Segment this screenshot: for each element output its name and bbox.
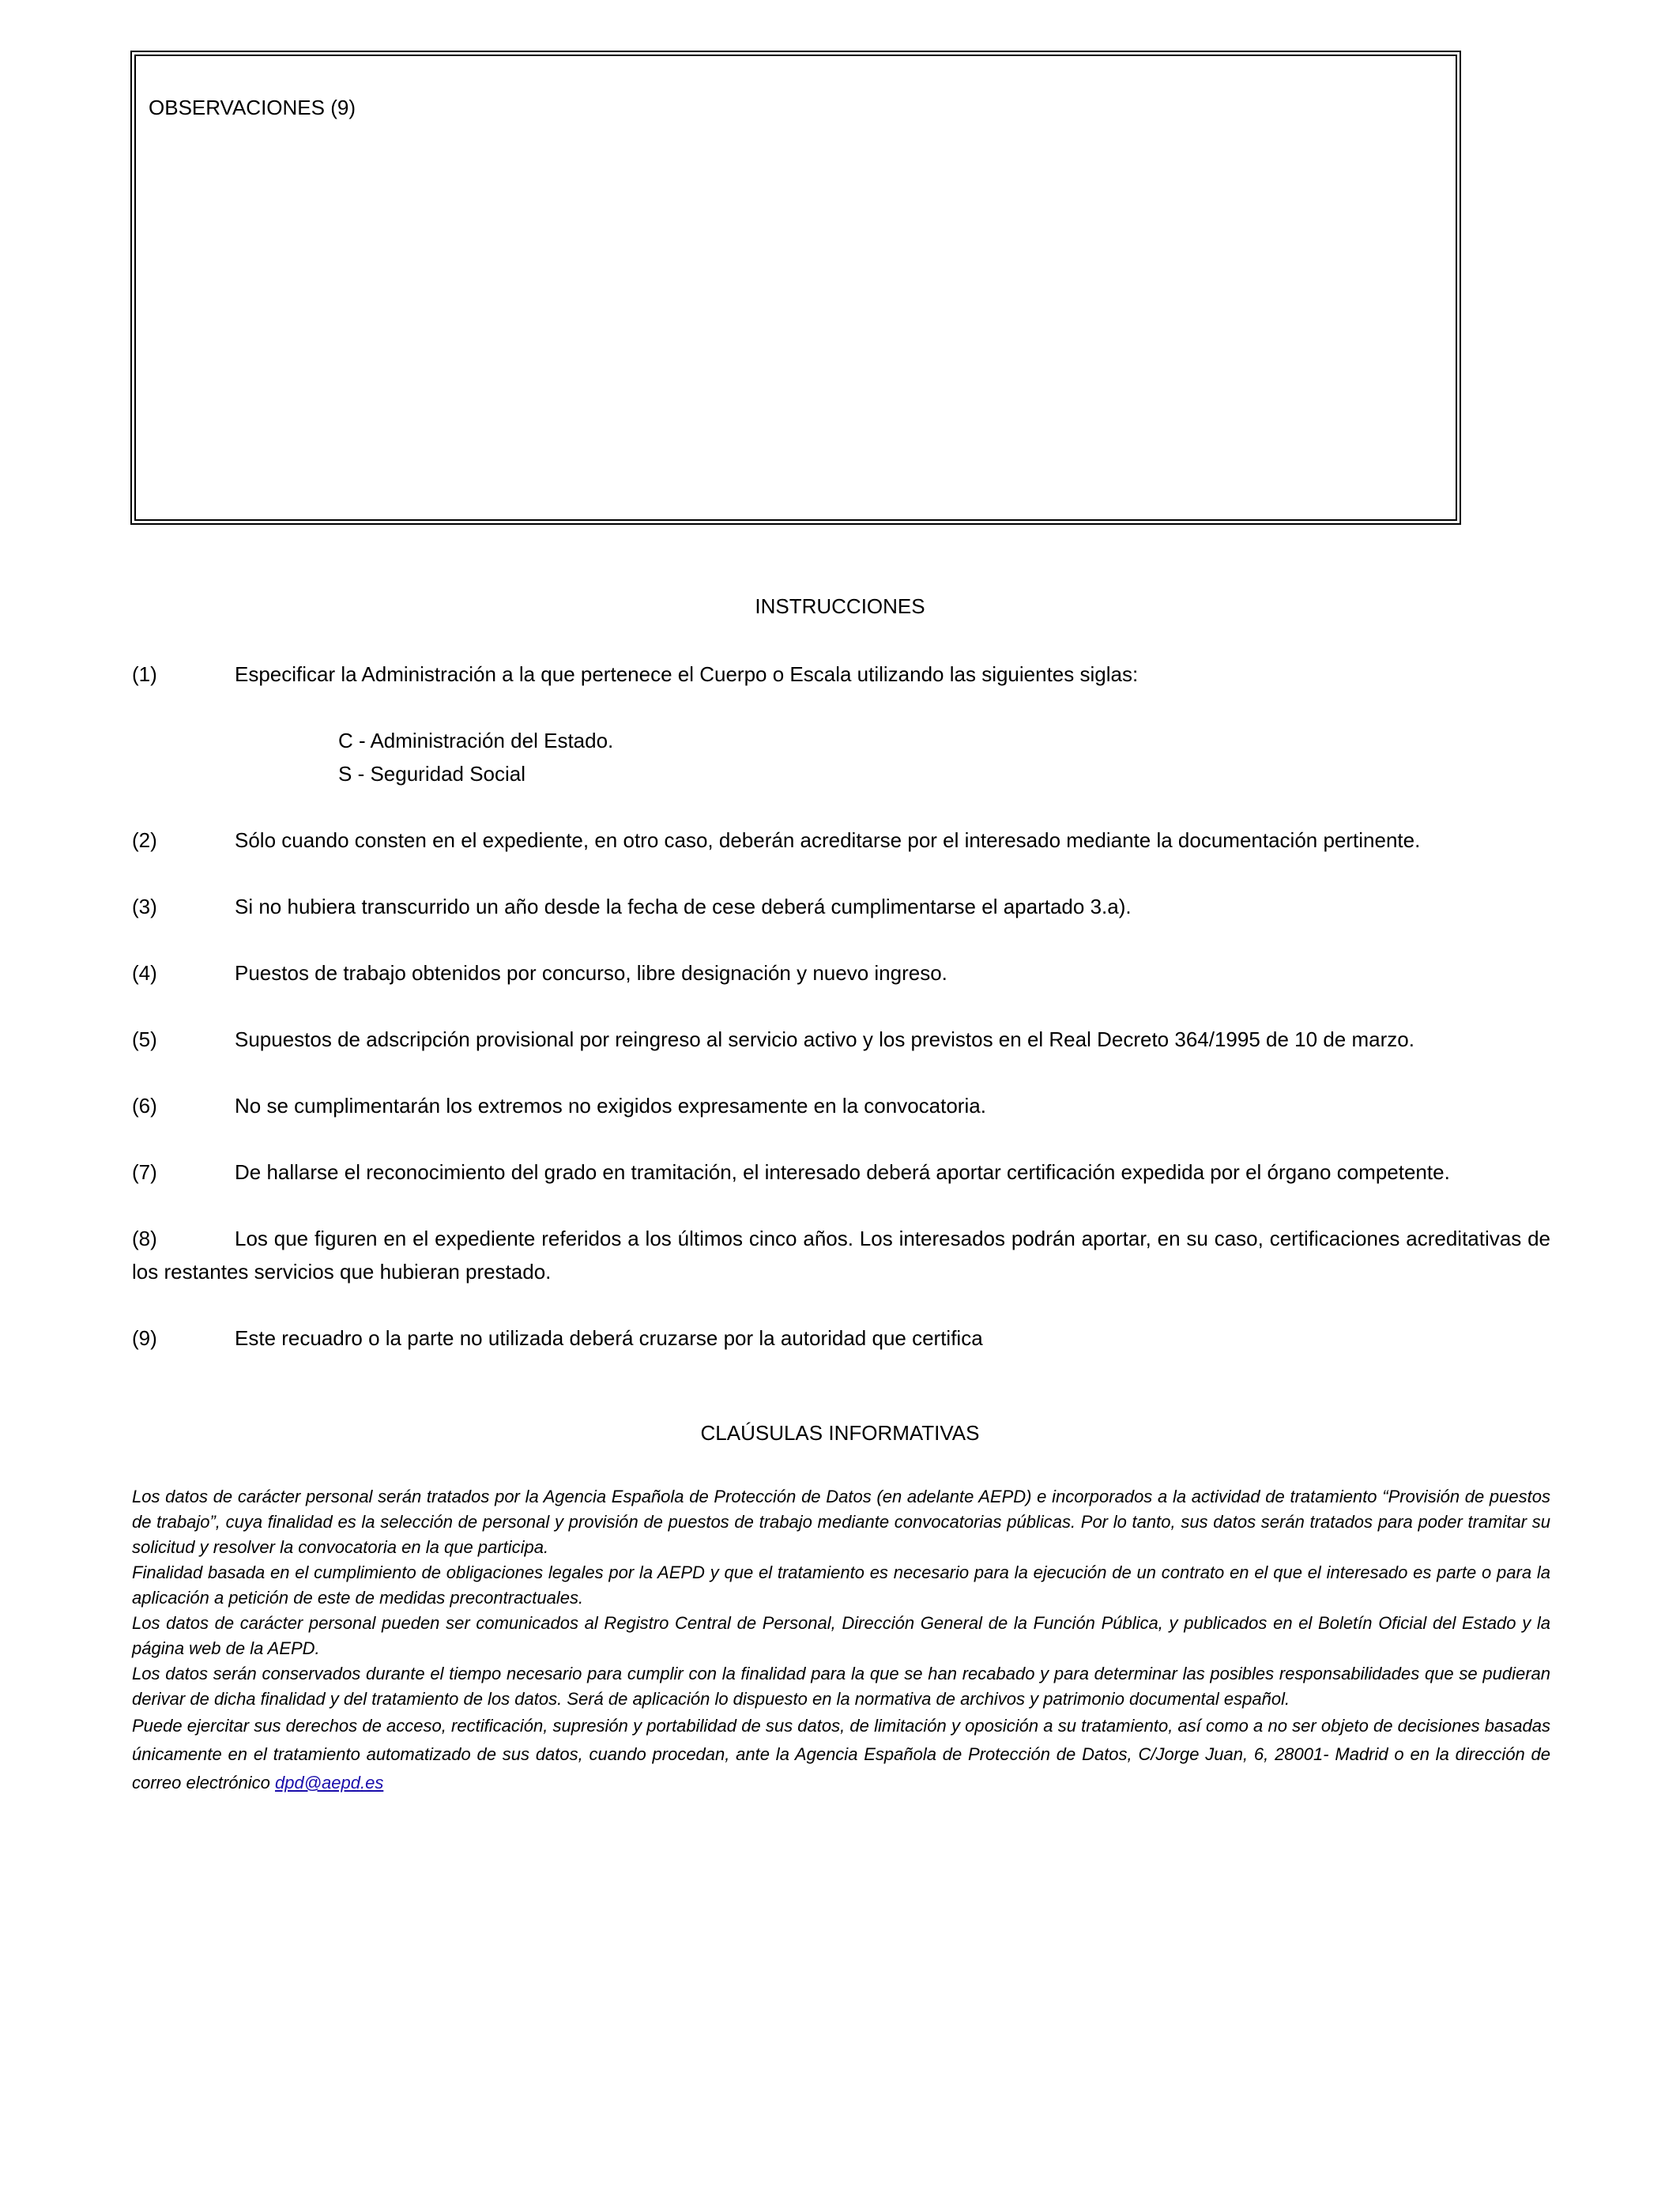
- instruccion-number: (8): [132, 1227, 157, 1250]
- instruccion-number: (7): [132, 1160, 157, 1184]
- instruccion-number: (9): [132, 1326, 157, 1350]
- clausula-contact-text: Puede ejercitar sus derechos de acceso, rectificación, supresión y portabilidad de sus datos, de limitación y oposición a su tratamiento, así como a no ser objeto de decisiones basadas únicamente en el tratamiento automatizado de sus datos, cuando procedan, ante la Agencia Española de Protección de Datos, C/Jorge Juan, 6, 28001- Madrid o en la dirección de correo electrónico: [132, 1716, 1550, 1793]
- instruccion-text: Si no hubiera transcurrido un año desde la fecha de cese deberá cumplimentarse el apartado 3.a).: [235, 895, 1132, 918]
- instruccion-number: (5): [132, 1027, 157, 1051]
- observaciones-box: [130, 51, 1461, 525]
- instruccion-text: De hallarse el reconocimiento del grado en tramitación, el interesado deberá aportar certificación expedida por el órgano competente.: [235, 1160, 1450, 1184]
- instruccion-number: (2): [132, 828, 157, 852]
- clausula-paragraph: Los datos de carácter personal pueden ser comunicados al Registro Central de Personal, Dirección General de la Función Pública, y publicados en el Boletín Oficial del Estado y la página web de la AEPD.: [132, 1613, 1550, 1658]
- observaciones-label: OBSERVACIONES (9): [149, 96, 356, 119]
- clausula-paragraph: Los datos de carácter personal serán tratados por la Agencia Española de Protección de Datos (en adelante AEPD) e incorporados a la actividad de tratamiento “Provisión de puestos de trabajo”, cuya finalidad es la selección de personal y provisión de puestos de trabajo mediante convocatorias públicas. Por lo tanto, sus datos serán tratados para poder tramitar su solicitud y resolver la convocatoria en la que participa.: [132, 1487, 1550, 1557]
- instruccion-number: (6): [132, 1094, 157, 1118]
- instruccion-number: (3): [132, 895, 157, 918]
- sigla-seguridad-social: S - Seguridad Social: [338, 762, 526, 786]
- email-link[interactable]: dpd@aepd.es: [274, 1773, 384, 1793]
- clausula-paragraph: Los datos serán conservados durante el tiempo necesario para cumplir con la finalidad para la que se han recabado y para determinar las posibles responsabilidades que se pudieran derivar de dicha finalidad y del tratamiento de los datos. Será de aplicación lo dispuesto en la normativa de archivos y patrimonio documental español.: [132, 1664, 1550, 1709]
- sigla-estado: C - Administración del Estado.: [338, 729, 614, 752]
- instruccion-item: [132, 1222, 1550, 1288]
- instruccion-text: Puestos de trabajo obtenidos por concurso, libre designación y nuevo ingreso.: [235, 961, 947, 985]
- instrucciones-heading: INSTRUCCIONES: [755, 594, 925, 618]
- clausulas-body: [132, 1484, 1550, 1797]
- instruccion-text: Este recuadro o la parte no utilizada deberá cruzarse por la autoridad que certifica: [235, 1326, 983, 1350]
- instruccion-text: Los que figuren en el expediente referidos a los últimos cinco años. Los interesados podrán aportar, en su caso, certificaciones acreditativas de los restantes servicios que hubieran prestado.: [132, 1227, 1550, 1284]
- clausulas-heading: CLAÚSULAS INFORMATIVAS: [700, 1421, 980, 1445]
- instruccion-text: No se cumplimentarán los extremos no exigidos expresamente en la convocatoria.: [235, 1094, 986, 1118]
- instruccion-text: Supuestos de adscripción provisional por reingreso al servicio activo y los previstos en el Real Decreto 364/1995 de 10 de marzo.: [235, 1027, 1414, 1051]
- clausula-paragraph: Finalidad basada en el cumplimiento de obligaciones legales por la AEPD y que el tratamiento es necesario para la ejecución de un contrato en el que el interesado es parte o para la aplicación a petición de este de medidas precontractuales.: [132, 1563, 1550, 1608]
- instruccion-text: Sólo cuando consten en el expediente, en otro caso, deberán acreditarse por el interesado mediante la documentación pertinente.: [235, 828, 1421, 852]
- clausula-paragraph-contact: [132, 1712, 1550, 1797]
- instruccion-number: (4): [132, 961, 157, 985]
- instruccion-text: Especificar la Administración a la que pertenece el Cuerpo o Escala utilizando las siguientes siglas:: [235, 662, 1139, 686]
- instruccion-number: (1): [132, 662, 157, 686]
